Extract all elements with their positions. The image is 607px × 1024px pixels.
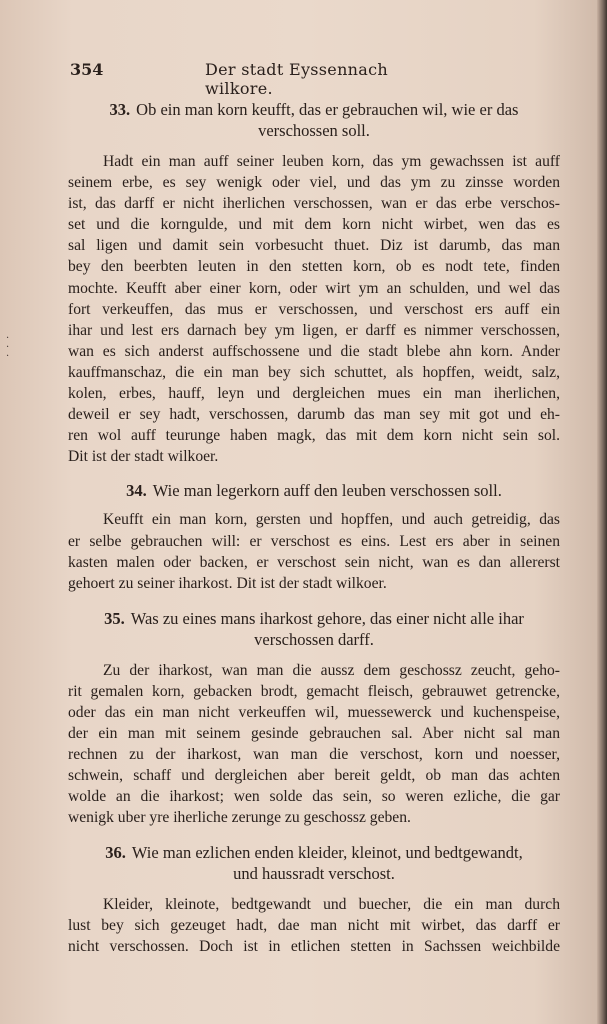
- page-edge: [597, 0, 607, 1024]
- text-line: gehoert zu seiner iharkost. Dit ist der stadt wilkoer.: [68, 574, 387, 592]
- section-title-line: Wie man legerkorn auff den leuben verschossen soll.: [152, 481, 502, 501]
- text-line: wan es sich anderst auffschossene und die stadt blebe ahn korn. Ander: [68, 342, 560, 360]
- text-line: fort verkeuffen, das mus er verschossen, und verschost ers auff ein: [68, 300, 560, 318]
- text-line: Keufft ein man korn, gersten und hopffen, und auch getreidig, das: [103, 511, 560, 529]
- text-line: sal ligen und damit sein vorbesucht thuet. Diz ist darumb, das man: [68, 237, 560, 255]
- section-heading: [68, 842, 560, 884]
- text-line: set und die korngulde, und mit dem korn nicht wirbet, wen das es: [68, 216, 560, 234]
- text-line: Hadt ein man auff seiner leuben korn, das ym gewachssen ist auff: [103, 153, 560, 170]
- text-line: wolde an die iharkost; wen solde das sein, so weren ezliche, die gar: [68, 788, 560, 806]
- section-heading: [68, 608, 560, 650]
- paragraph: [68, 894, 560, 957]
- section-title-line: Ob ein man korn keufft, das er gebrauchen wil, wie er das: [136, 100, 519, 119]
- section-number: 35.: [104, 608, 125, 628]
- section-number: 34.: [126, 481, 147, 501]
- text-line: rit gemalen korn, gebacken brodt, gemacht fleisch, gebrauwet getrencke,: [68, 682, 560, 700]
- paragraph: [68, 660, 560, 829]
- text-line: wenigk uber yre iherliche zerunge zu geschossz geben.: [68, 809, 411, 827]
- text-line: der ein man mit seinem gesinde gebrauchen sal. Aber nicht sal man: [68, 725, 560, 743]
- section-title-line: verschossen darff.: [254, 629, 374, 649]
- text-line: mochte. Keufft aber einer korn, oder wirt ym an schulden, und wel das: [68, 279, 560, 297]
- section-title-line: und haussradt verschost.: [233, 863, 395, 883]
- section-title-line: verschossen soll.: [258, 121, 370, 140]
- text-line: oder das ein man nicht verkeuffen wil, muessewerck und kuchenspeise,: [68, 703, 560, 721]
- page-body: [68, 99, 560, 969]
- text-line: ren wol auff teurunge haben magk, das mit dem korn nicht sein sol.: [68, 427, 560, 445]
- section-heading: [68, 99, 560, 141]
- text-line: bey den beerbten leuten in den stetten korn, ob es nodt tete, finden: [68, 258, 560, 276]
- text-line: ist, das darff er nicht iherlichen verschossen, wan er das erbe verschos-: [68, 195, 560, 213]
- text-line: Kleider, kleinote, bedtgewandt und buecher, die ein man durch: [103, 895, 560, 913]
- section-heading: [68, 480, 560, 501]
- section-number: 33.: [109, 100, 131, 119]
- running-header: [70, 56, 420, 98]
- text-line: lust bey sich gezeuget hadt, dae man nicht mit wirbet, das darff er: [68, 916, 560, 934]
- text-line: kasten malen oder backen, er verschost sein nicht, wan es dan allererst: [68, 553, 560, 571]
- section-title-line: Was zu eines mans iharkost gehore, das einer nicht alle ihar: [130, 608, 524, 628]
- paragraph: [68, 509, 560, 593]
- text-line: rechnen zu der iharkost, wan man die verschost, korn und noesser,: [68, 746, 560, 764]
- text-line: ihar und lest ers darnach bey ym ligen, er darff es nimmer verschossen,: [68, 321, 560, 339]
- text-line: Zu der iharkost, wan man die aussz dem geschossz zeucht, geho-: [103, 661, 560, 679]
- text-line: schwein, schaff und dergleichen aber bereit geldt, ob man das achten: [68, 767, 560, 785]
- text-line: kolen, erbes, hauff, leyn und dergleichen mues ein man iherlichen,: [68, 385, 560, 403]
- text-line: Dit ist der stadt wilkoer.: [68, 448, 219, 466]
- page-number: 354: [70, 60, 104, 79]
- section-title-line: Wie man ezlichen enden kleider, kleinot, und bedtgewandt,: [131, 842, 523, 862]
- text-line: seinem erbe, es sey wenigk oder viel, und das ym zu zinsse worden: [68, 174, 560, 192]
- section-number: 36.: [105, 842, 126, 862]
- text-line: kauffmanschaz, die ein man bey sich schuttet, als hopffen, weidt, salz,: [68, 363, 560, 381]
- text-line: er selbe gebrauchen will: er verschost es eins. Lest ers aber in seinen: [68, 532, 560, 550]
- text-line: nicht verschossen. Doch ist in etlichen stetten in Sachssen weichbilde: [68, 937, 560, 955]
- text-line: deweil er sey hadt, verschossen, darumb das man sey mit got und eh-: [68, 406, 560, 424]
- paragraph: [68, 151, 560, 467]
- margin-marks: · · ·: [6, 333, 10, 362]
- running-title: Der stadt Eyssennach wilkore.: [205, 60, 388, 98]
